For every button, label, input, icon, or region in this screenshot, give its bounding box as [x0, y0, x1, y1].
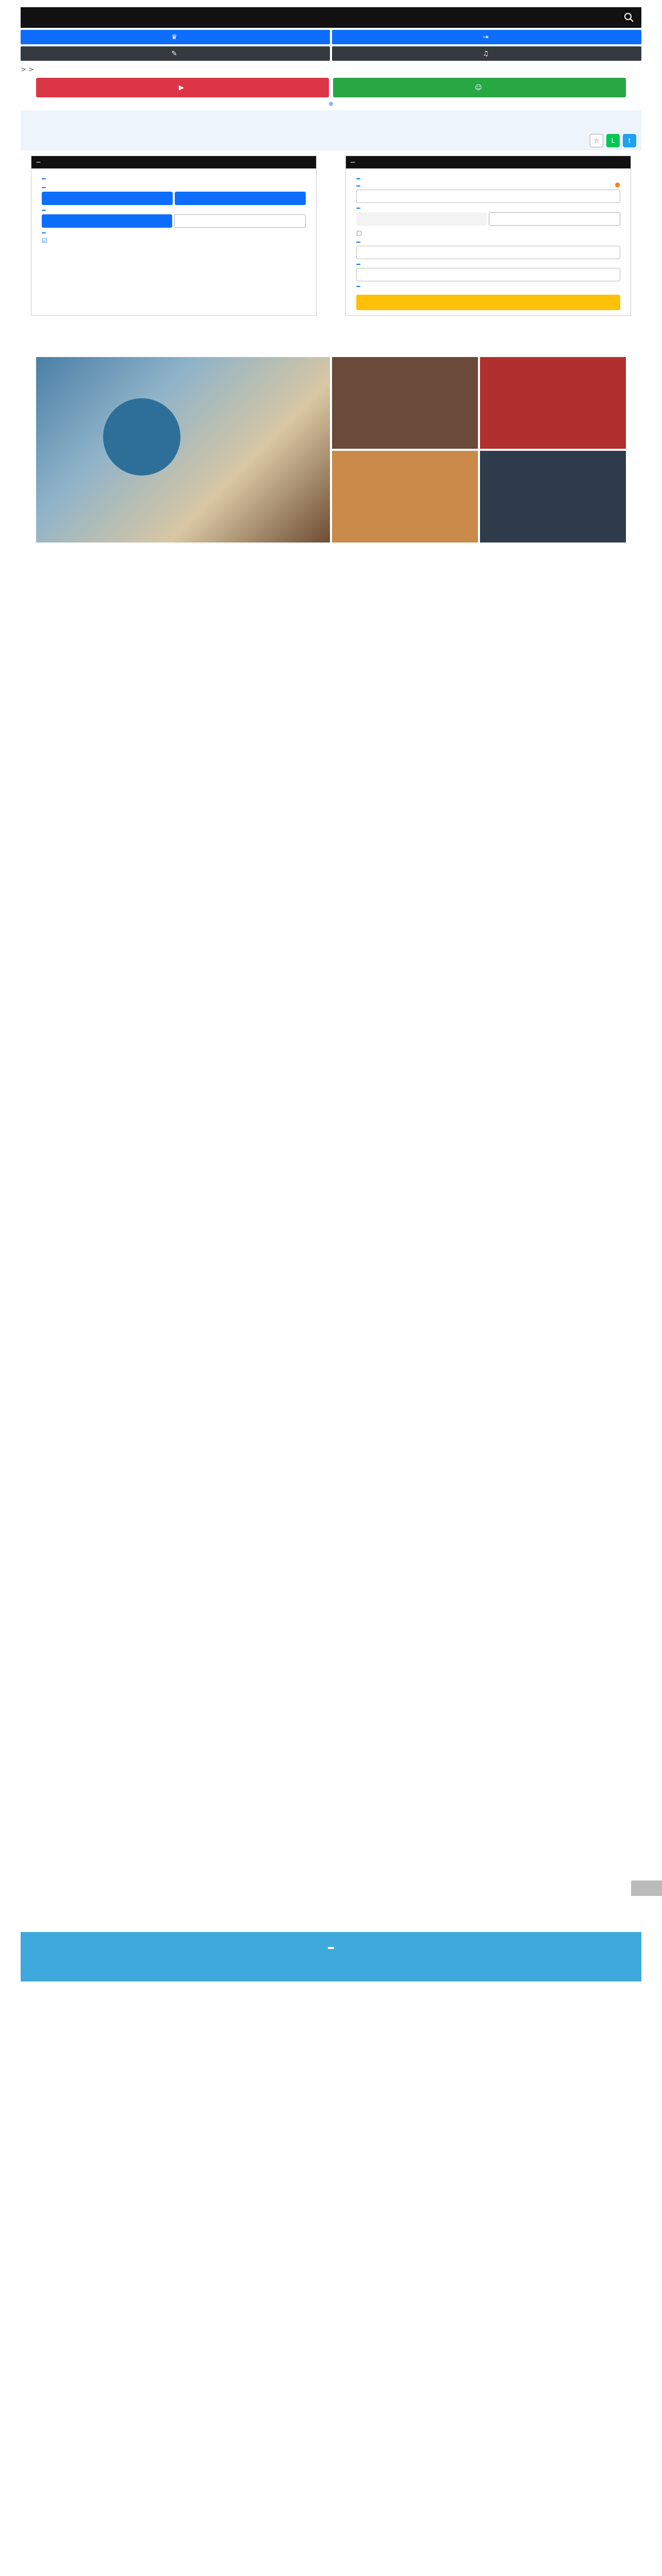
- plus-icon: ⊕: [328, 100, 334, 107]
- auto-scroll-label: [356, 178, 360, 179]
- video-icon: ▶: [178, 83, 187, 92]
- right-hand-button[interactable]: [174, 214, 306, 228]
- top-strip: [0, 0, 662, 7]
- display-label: [42, 187, 46, 188]
- mysong-button[interactable]: [332, 46, 641, 61]
- song-info: [21, 110, 641, 150]
- ad-banner[interactable]: [36, 357, 626, 543]
- score-settings-panel: [31, 156, 317, 316]
- breadcrumb-sep: >: [28, 66, 34, 74]
- premium-tag: [328, 1947, 334, 1949]
- instrument-label: [42, 178, 46, 179]
- collapse-icon[interactable]: −: [350, 158, 356, 166]
- metronome-section-label: [356, 286, 360, 287]
- breadcrumb-sep: >: [21, 66, 26, 74]
- login-icon: ⇥: [483, 33, 491, 41]
- checkbox-icon: ☐: [356, 230, 362, 237]
- display-key-select[interactable]: [356, 268, 620, 281]
- code-display-checkbox[interactable]: [42, 237, 306, 244]
- ad-tile-1[interactable]: [332, 357, 478, 449]
- login-button[interactable]: [332, 30, 641, 44]
- share-buttons: [590, 134, 636, 147]
- ad-tile-3[interactable]: [332, 451, 478, 543]
- question-icon[interactable]: ●: [615, 181, 620, 188]
- scroll-start-button[interactable]: [489, 212, 620, 226]
- premium-button[interactable]: [21, 30, 330, 44]
- text-display-label: [42, 232, 46, 233]
- premium-promo[interactable]: [21, 1932, 641, 1981]
- video-plus-button[interactable]: [36, 78, 329, 97]
- site-header: [21, 7, 641, 28]
- checkbox-icon: ☑: [42, 237, 47, 244]
- display-key-label: [356, 264, 360, 265]
- search-icon[interactable]: [624, 12, 634, 23]
- twitter-icon[interactable]: t: [623, 134, 636, 147]
- direction-label: [42, 210, 46, 211]
- premium-icon: ♛: [171, 33, 179, 41]
- ad-tile-2[interactable]: [480, 357, 626, 449]
- scroll-top-button[interactable]: [631, 1880, 662, 1896]
- beginner-button[interactable]: [333, 78, 626, 97]
- add-playlist-link[interactable]: [0, 100, 662, 107]
- ad-banner-left[interactable]: [36, 357, 330, 543]
- bpm-scroll-label: [356, 208, 360, 209]
- left-hand-button[interactable]: [42, 214, 172, 228]
- star-icon[interactable]: ☆: [590, 134, 603, 147]
- breadcrumb: [21, 66, 641, 74]
- code-make-button[interactable]: [21, 46, 330, 61]
- scroll-speed-label: [356, 185, 360, 187]
- premium-features-button[interactable]: [356, 295, 620, 310]
- panel-header: [31, 156, 316, 168]
- pencil-icon: ✎: [171, 49, 179, 58]
- ad-banner-grid: [332, 357, 626, 543]
- key-select[interactable]: [356, 246, 620, 259]
- collapse-icon[interactable]: −: [36, 158, 41, 166]
- panel-header: [346, 156, 631, 168]
- ufret-features-panel: [345, 156, 631, 316]
- music-icon: ♫: [483, 49, 491, 58]
- bpm-input[interactable]: [356, 212, 487, 226]
- fingering-toggle[interactable]: [42, 192, 173, 205]
- notes-toggle[interactable]: [175, 192, 306, 205]
- ad-circle-text: [103, 398, 180, 476]
- line-icon[interactable]: L: [606, 134, 620, 147]
- key-label: [356, 242, 360, 243]
- beginner-icon: ☺: [475, 83, 484, 92]
- metronome-checkbox[interactable]: [356, 230, 620, 237]
- ad-tile-4[interactable]: [480, 451, 626, 543]
- scroll-speed-select[interactable]: [356, 190, 620, 203]
